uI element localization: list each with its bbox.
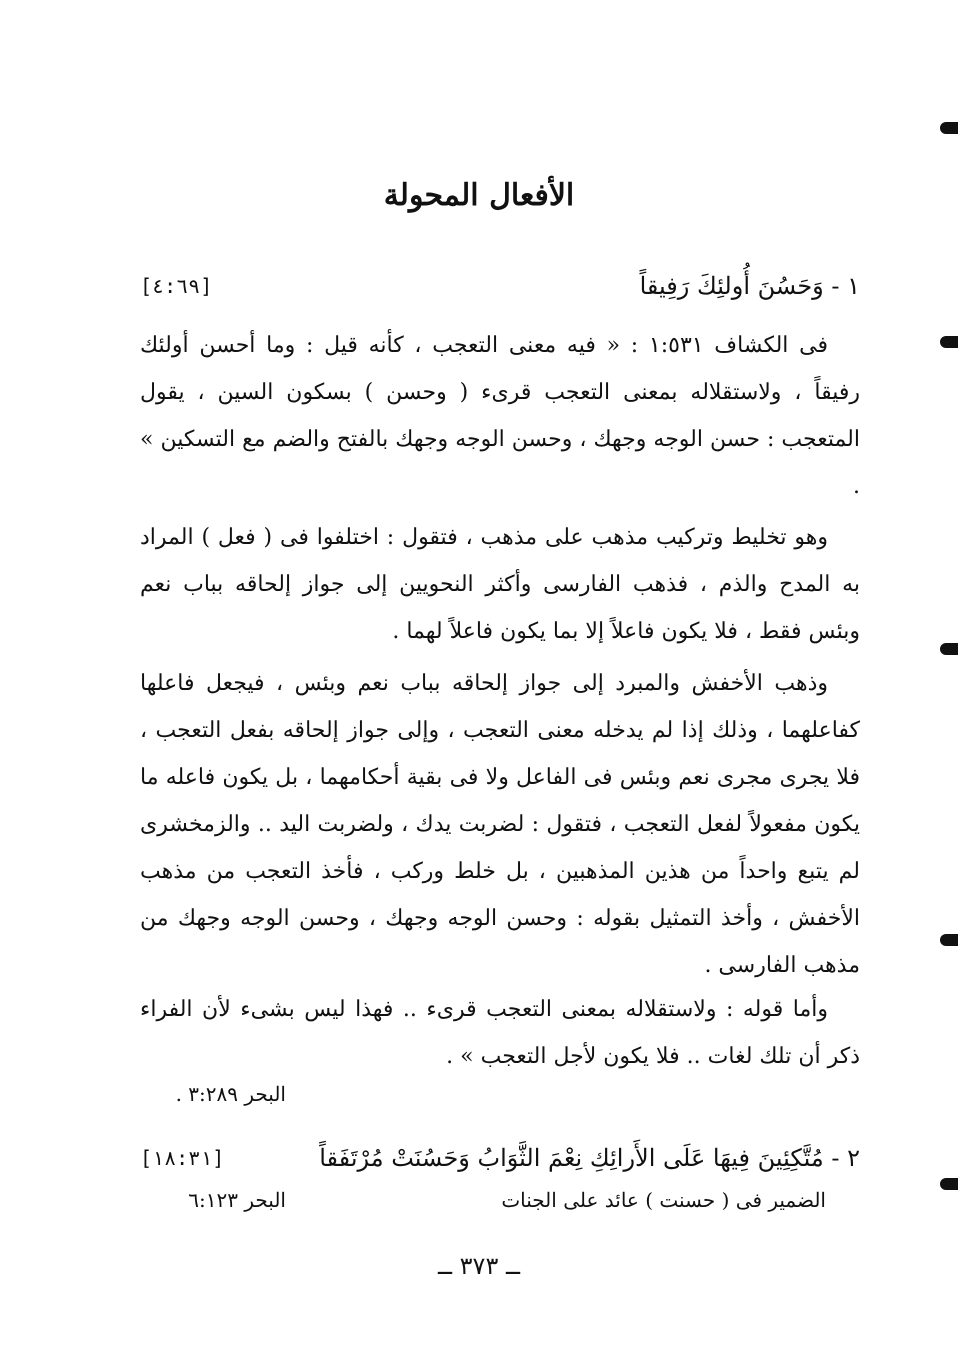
verse-2-reference: [١٨:٣١] [140, 1146, 225, 1170]
verse-2-note: الضمير فى ( حسنت ) عائد على الجنات [501, 1188, 826, 1212]
verse-1-reference: [٤:٦٩] [140, 274, 213, 298]
page-title: الأفعال المحولة [383, 178, 575, 213]
paragraph-1-text: فى الكشاف ١:٥٣١ : « فيه معنى التعجب ، كأنه قيل : وما أحسن أولئك رفيقاً ، ولاستقلاله بمعنى التعجب قرىء ( وحسن ) بسكون السين ، يقول المتعجب : حسن الوجه وجهك ، وحسن الوجه وجهك بالفتح والضم مع التسكين » . [140, 333, 860, 499]
paragraph-kashshaf [140, 322, 860, 510]
paragraph-akhfash [140, 660, 860, 989]
verse-2 [140, 1134, 860, 1182]
verse-1-text: ١ - وَحَسُنَ أُولئِكَ رَفِيقاً [639, 272, 860, 300]
scan-edge-mark [940, 934, 958, 946]
paragraph-4-text: وأما قوله : ولاستقلاله بمعنى التعجب قرىء .. فهذا ليس بشىء لأن الفراء ذكر أن تلك لغات .. فلا يكون لأجل التعجب » . [140, 997, 860, 1069]
verse-1 [140, 262, 860, 310]
verse-2-text: ٢ - مُتَّكِئِينَ فِيهَا عَلَى الأَرائِكِ نِعْمَ الثَّوَابُ وَحَسُنَتْ مُرْتَفَقاً [319, 1144, 860, 1172]
scan-edge-mark [940, 336, 958, 348]
source-1: البحر ٣:٢٨٩ . [175, 1082, 286, 1106]
paragraph-2-text: وهو تخليط وتركيب مذهب على مذهب ، فتقول : اختلفوا فى ( فعل ) المراد به المدح والذم ، فذهب الفارسى وأكثر النحويين إلى جواز إلحاقه بباب نعم وبئس فقط ، فلا يكون فاعلاً إلا بما يكون فاعلاً لهما . [140, 525, 860, 644]
source-2: البحر ٦:١٢٣ [188, 1188, 286, 1212]
paragraph-mixing [140, 514, 860, 655]
scan-edge-mark [940, 643, 958, 655]
scan-edge-mark [940, 1178, 958, 1190]
paragraph-3-text: وذهب الأخفش والمبرد إلى جواز إلحاقه بباب نعم وبئس ، فيجعل فاعلها كفاعلهما ، وذلك إذا لم يدخله معنى التعجب ، وإلى جواز إلحاقه بفعل التعجب ، فلا يجرى مجرى نعم وبئس فى الفاعل ولا فى بقية أحكامهما ، بل يكون فاعله ما يكون مفعولاً لفعل التعجب ، فتقول : لضربت يدك ، ولضربت اليد .. والزمخشرى لم يتبع واحداً من هذين المذهبين ، بل خلط وركب ، فأخذ التعجب من مذهب الأخفش ، وأخذ التمثيل بقوله : وحسن الوجه وجهك ، وحسن الوجه وجهك من مذهب الفارسى . [140, 671, 860, 978]
page-number: ــ ٣٧٣ ــ [437, 1252, 521, 1280]
paragraph-farra [140, 986, 860, 1080]
scan-edge-mark [940, 122, 958, 134]
